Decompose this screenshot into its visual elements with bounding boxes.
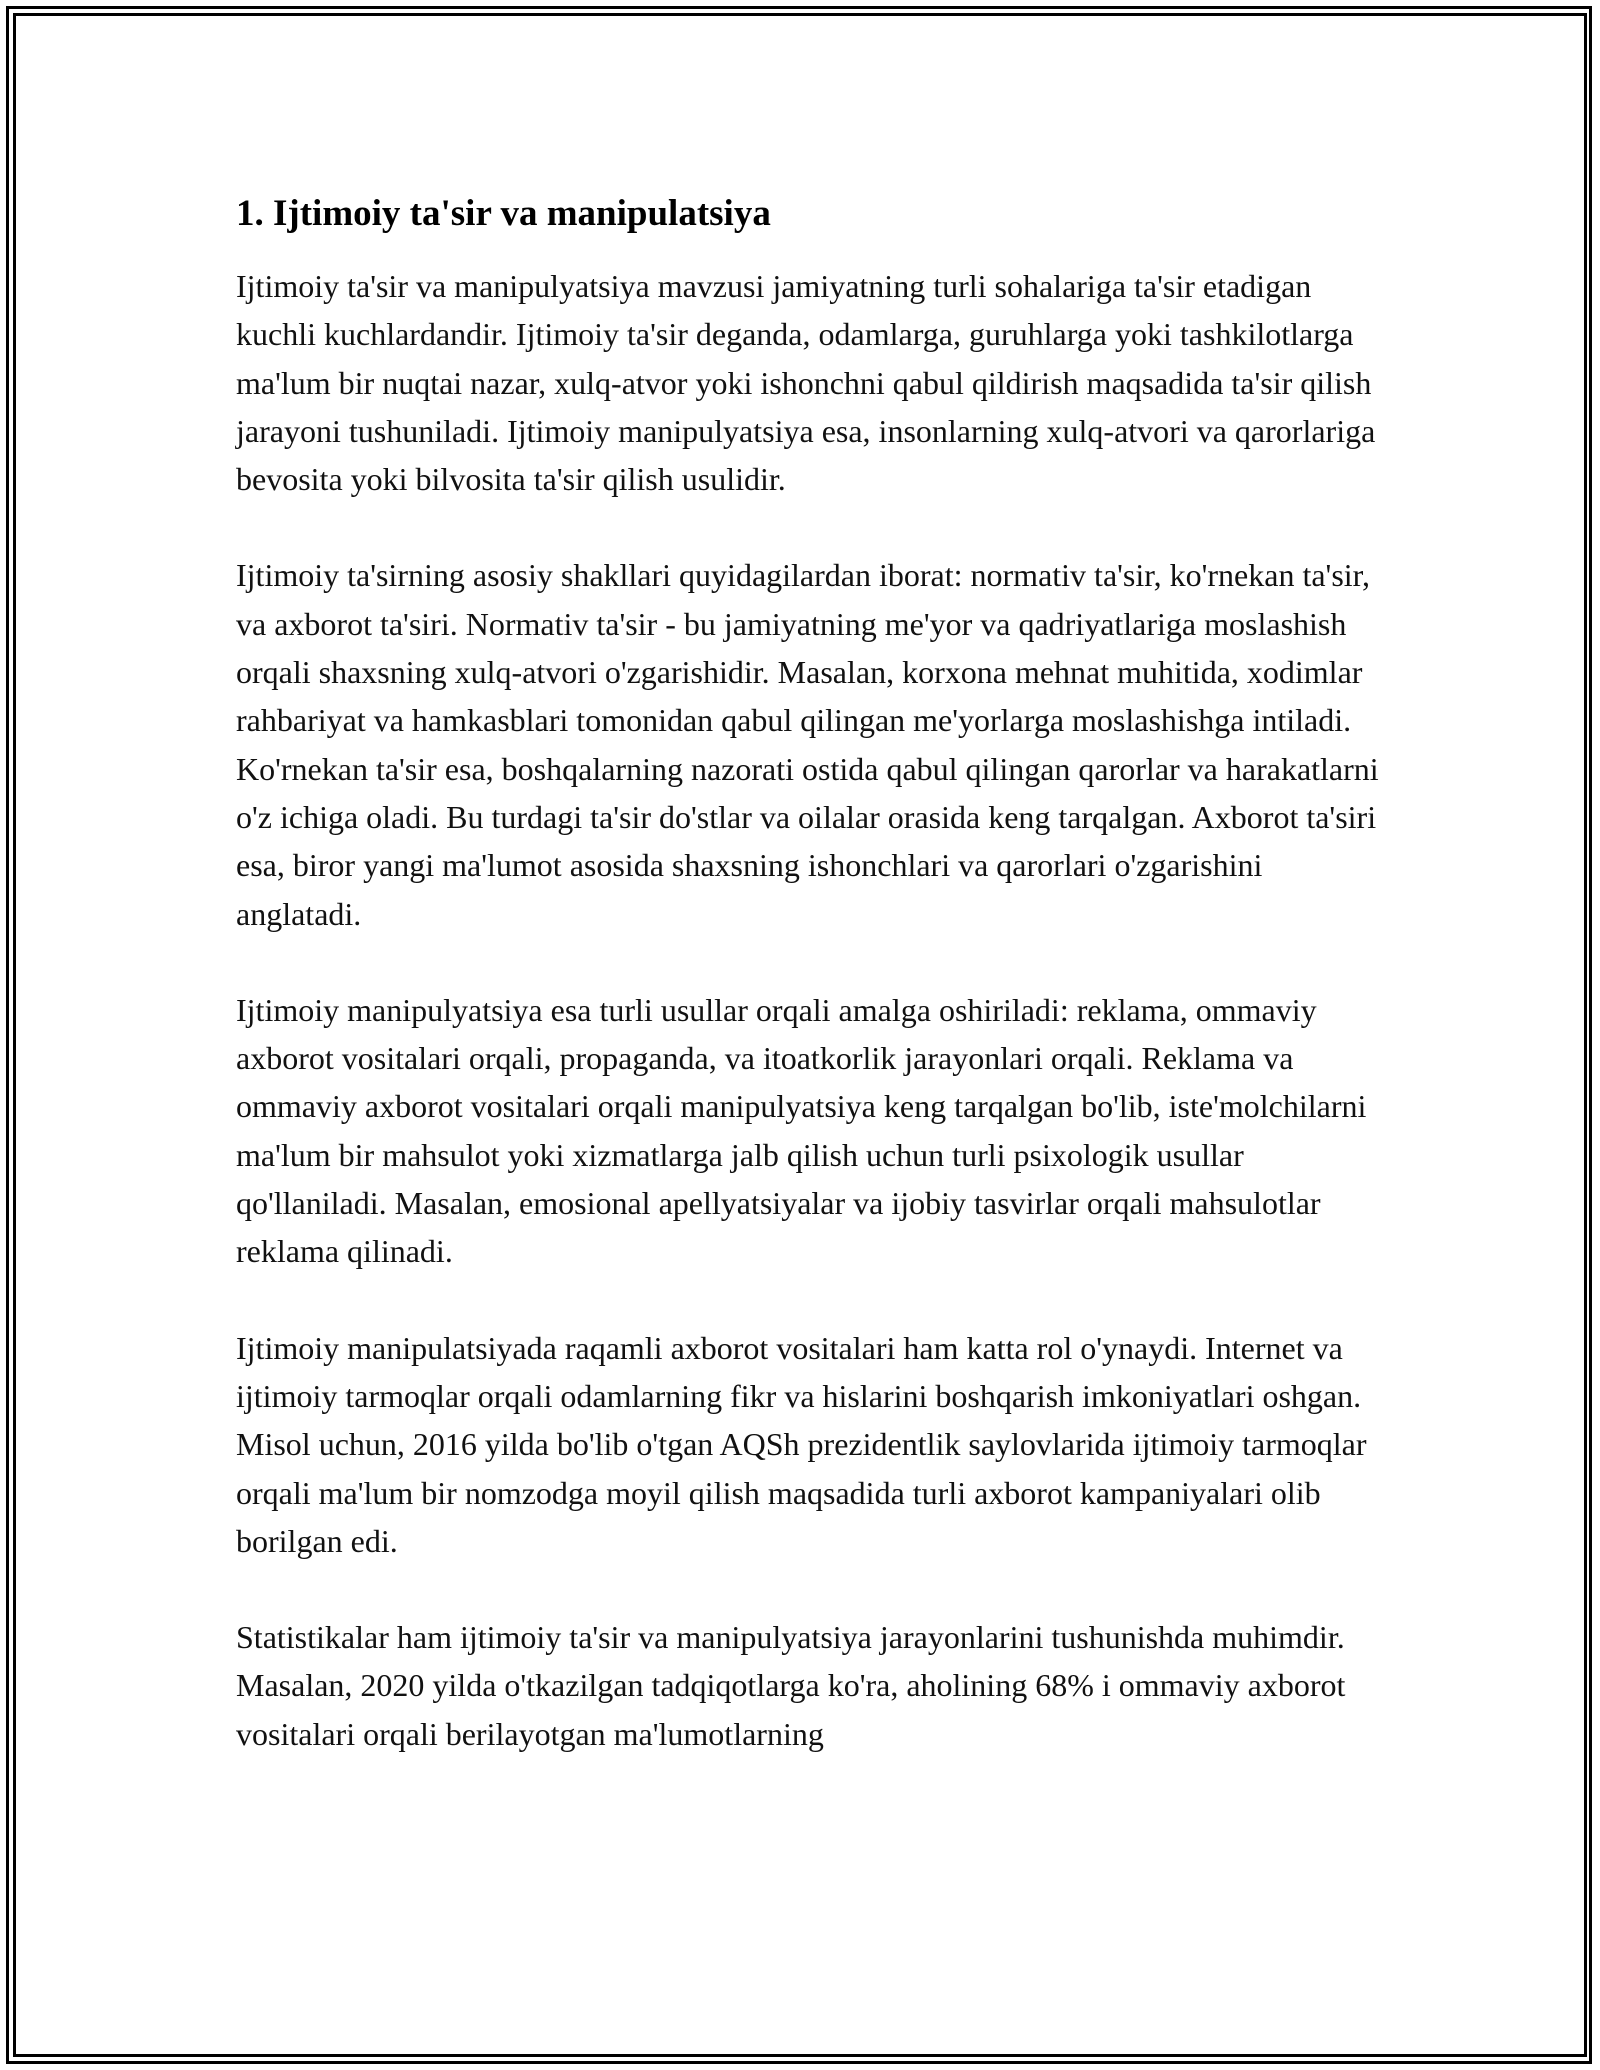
paragraph-5: Statistikalar ham ijtimoiy ta'sir va manipulyatsiya jarayonlarini tushunishda muhimdir. Masalan, 2020 yilda o'tkazilgan tadqiqotlarga ko'ra, aholining 68% i ommaviy axborot vositalari orqali berilayotgan ma'lumotlarning [236,1619,1346,1752]
paragraph-3: Ijtimoiy manipulyatsiya esa turli usullar orqali amalga oshiriladi: reklama, ommaviy axborot vositalari orqali, propaganda, va itoatkorlik jarayonlari orqali. Reklama va ommaviy axborot vositalari orqali manipulyatsiya keng tarqalgan bo'lib, iste'molchilarni ma'lum bir mahsulot yoki xizmatlarga jalb qilish uchun turli psixologik usullar qo'llaniladi. Masalan, emosional apellyatsiyalar va ijobiy tasvirlar orqali mahsulotlar reklama qilinadi. [236,991,1367,1270]
paragraph-1: Ijtimoiy ta'sir va manipulyatsiya mavzusi jamiyatning turli sohalariga ta'sir etadigan kuchli kuchlardandir. Ijtimoiy ta'sir deganda, odamlarga, guruhlarga yoki tashkilotlarga ma'lum bir nuqtai nazar, xulq-atvor yoki ishonchni qabul qildirish maqsadida ta'sir qilish jarayoni tushuniladi. Ijtimoiy manipulyatsiya esa, insonlarning xulq-atvori va qarorlariga bevosita yoki bilvosita ta'sir qilish usulidir. [236,268,1376,498]
paragraph-4: Ijtimoiy manipulatsiyada raqamli axborot vositalari ham katta rol o'ynaydi. Internet va ijtimoiy tarmoqlar orqali odamlarning fikr va hislarini boshqarish imkoniyatlari oshgan. Misol uchun, 2016 yilda bo'lib o'tgan AQSh prezidentlik saylovlarida ijtimoiy tarmoqlar orqali ma'lum bir nomzodga moyil qilish maqsadida turli axborot kampaniyalari olib borilgan edi. [236,1329,1367,1559]
section-heading: 1. Ijtimoiy ta'sir va manipulatsiya [236,193,771,234]
document-body [236,190,1386,1806]
paragraph-2: Ijtimoiy ta'sirning asosiy shakllari quyidagilardan iborat: normativ ta'sir, ko'rnekan ta'sir, va axborot ta'siri. Normativ ta'sir - bu jamiyatning me'yor va qadriyatlariga moslashish orqali shaxsning xulq-atvori o'zgarishidir. Masalan, korxona mehnat muhitida, xodimlar rahbariyat va hamkasblari tomonidan qabul qilingan me'yorlarga moslashishga intiladi. Ko'rnekan ta'sir esa, boshqalarning nazorati ostida qabul qilingan qarorlar va harakatlarni o'z ichiga oladi. Bu turdagi ta'sir do'stlar va oilalar orasida keng tarqalgan. Axborot ta'siri esa, biror yangi ma'lumot asosida shaxsning ishonchlari va qarorlari o'zgarishini anglatadi. [236,557,1379,932]
